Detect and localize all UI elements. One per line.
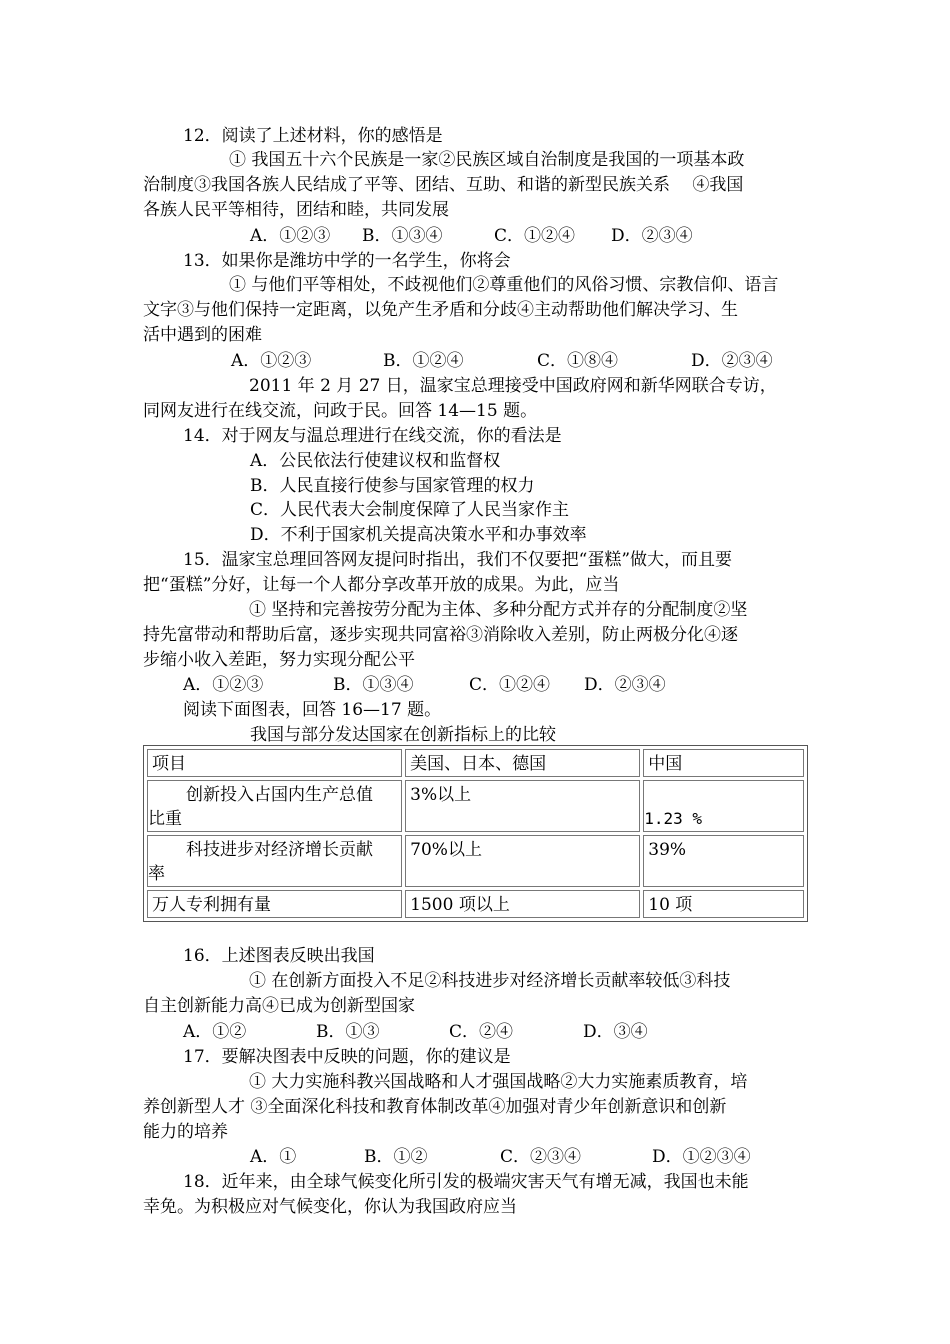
item-cell [147, 780, 402, 832]
q17-stem: 17．要解决图表中反映的问题，你的建议是 [183, 1047, 511, 1067]
table-row [147, 890, 804, 918]
table-row [147, 835, 804, 887]
developed-cell: 70%以上 [405, 835, 640, 887]
option: C．②④ [449, 1022, 514, 1042]
item-text: 率 [148, 864, 165, 884]
q18-stem: 幸免。为积极应对气候变化，你认为我国政府应当 [143, 1197, 517, 1217]
china-cell: 10 项 [643, 890, 804, 918]
q16-stem: 16．上述图表反映出我国 [183, 946, 375, 966]
q17-options [250, 1145, 751, 1169]
q15-body: 持先富带动和帮助后富，逐步实现共同富裕③消除收入差别，防止两极分化④逐 [143, 625, 738, 645]
header-cell: 中国 [643, 749, 804, 777]
intro-14-15: 同网友进行在线交流，问政于民。回答 14—15 题。 [143, 401, 538, 421]
option: A．①②③ [183, 675, 264, 695]
option: D．②③④ [611, 226, 693, 246]
q13-body: 文字③与他们保持一定距离，以免产生矛盾和分歧④主动帮助他们解决学习、生 [143, 300, 738, 320]
q17-body: 养创新型人才 ③全面深化科技和教育体制改革④加强对青少年创新意识和创新 [143, 1097, 727, 1117]
q13-body: ① 与他们平等相处，不歧视他们②尊重他们的风俗习惯、宗教信仰、语言 [229, 275, 779, 295]
option: C．①②④ [469, 675, 551, 695]
developed-cell: 3%以上 [405, 780, 640, 832]
q16-body: 自主创新能力高④已成为创新型国家 [143, 996, 415, 1016]
q12-body: 治制度③我国各族人民结成了平等、团结、互助、和谐的新型民族关系 ④我国 [143, 175, 744, 195]
option: A．①②③ [250, 226, 331, 246]
option: D．①②③④ [652, 1147, 751, 1167]
option: B．①③④ [362, 226, 443, 246]
q15-body: 步缩小收入差距，努力实现分配公平 [143, 650, 415, 670]
header-cell: 美国、日本、德国 [405, 749, 640, 777]
option: B．①②④ [383, 351, 464, 371]
option: C．①②④ [494, 226, 576, 246]
china-cell: 1.23 % [643, 780, 804, 832]
table-title: 我国与部分发达国家在创新指标上的比较 [250, 725, 556, 745]
q12-options [250, 224, 693, 248]
option: C．②③④ [500, 1147, 582, 1167]
q16-body: ① 在创新方面投入不足②科技进步对经济增长贡献率较低③科技 [249, 971, 731, 991]
header-cell: 项目 [147, 749, 402, 777]
q14-option-b: B．人民直接行使参与国家管理的权力 [250, 476, 535, 496]
item-text: 创新投入占国内生产总值 [186, 785, 373, 805]
intro-16-17: 阅读下面图表，回答 16—17 题。 [183, 700, 442, 720]
q18-stem: 18．近年来，由全球气候变化所引发的极端灾害天气有增无减，我国也未能 [183, 1172, 749, 1192]
item-text: 科技进步对经济增长贡献 [186, 840, 373, 860]
q13-stem: 13．如果你是潍坊中学的一名学生，你将会 [183, 251, 511, 271]
q14-option-a: A．公民依法行使建议权和监督权 [250, 451, 501, 471]
q13-options [231, 349, 773, 373]
q14-stem: 14．对于网友与温总理进行在线交流，你的看法是 [183, 426, 562, 446]
item-cell: 万人专利拥有量 [147, 890, 402, 918]
q13-body: 活中遇到的困难 [143, 325, 262, 345]
option: D．②③④ [691, 351, 773, 371]
q14-option-d: D．不利于国家机关提高决策水平和办事效率 [250, 525, 587, 545]
q17-body: 能力的培养 [143, 1122, 228, 1142]
q15-body: ① 坚持和完善按劳分配为主体、多种分配方式并存的分配制度②坚 [249, 600, 748, 620]
q15-stem: 把“蛋糕”分好，让每一个人都分享改革开放的成果。为此，应当 [143, 575, 620, 595]
option: D．③④ [583, 1022, 648, 1042]
q12-stem: 12．阅读了上述材料，你的感悟是 [183, 126, 443, 146]
item-cell [147, 835, 402, 887]
china-cell: 39% [643, 835, 804, 887]
intro-14-15: 2011 年 2 月 27 日，温家宝总理接受中国政府网和新华网联合专访， [249, 376, 777, 396]
option: D．②③④ [584, 675, 666, 695]
option: B．①② [364, 1147, 428, 1167]
option: A．①② [183, 1022, 247, 1042]
item-text: 比重 [148, 809, 182, 829]
option: B．①③ [316, 1022, 380, 1042]
table-row [147, 780, 804, 832]
q16-options [183, 1020, 648, 1044]
table-header-row [147, 749, 804, 777]
developed-cell: 1500 项以上 [405, 890, 640, 918]
q14-option-c: C．人民代表大会制度保障了人民当家作主 [250, 500, 570, 520]
q17-body: ① 大力实施科教兴国战略和人才强国战略②大力实施素质教育，培 [249, 1072, 748, 1092]
option: A．① [250, 1147, 297, 1167]
q15-stem: 15．温家宝总理回答网友提问时指出，我们不仅要把“蛋糕”做大，而且要 [183, 550, 733, 570]
q12-body: 各族人民平等相待，团结和睦，共同发展 [143, 200, 449, 220]
option: A．①②③ [231, 351, 312, 371]
option: B．①③④ [333, 675, 414, 695]
q12-body: ① 我国五十六个民族是一家②民族区域自治制度是我国的一项基本政 [229, 150, 745, 170]
option: C．①⑧④ [537, 351, 619, 371]
q15-options [183, 673, 666, 697]
comparison-table [143, 745, 808, 922]
